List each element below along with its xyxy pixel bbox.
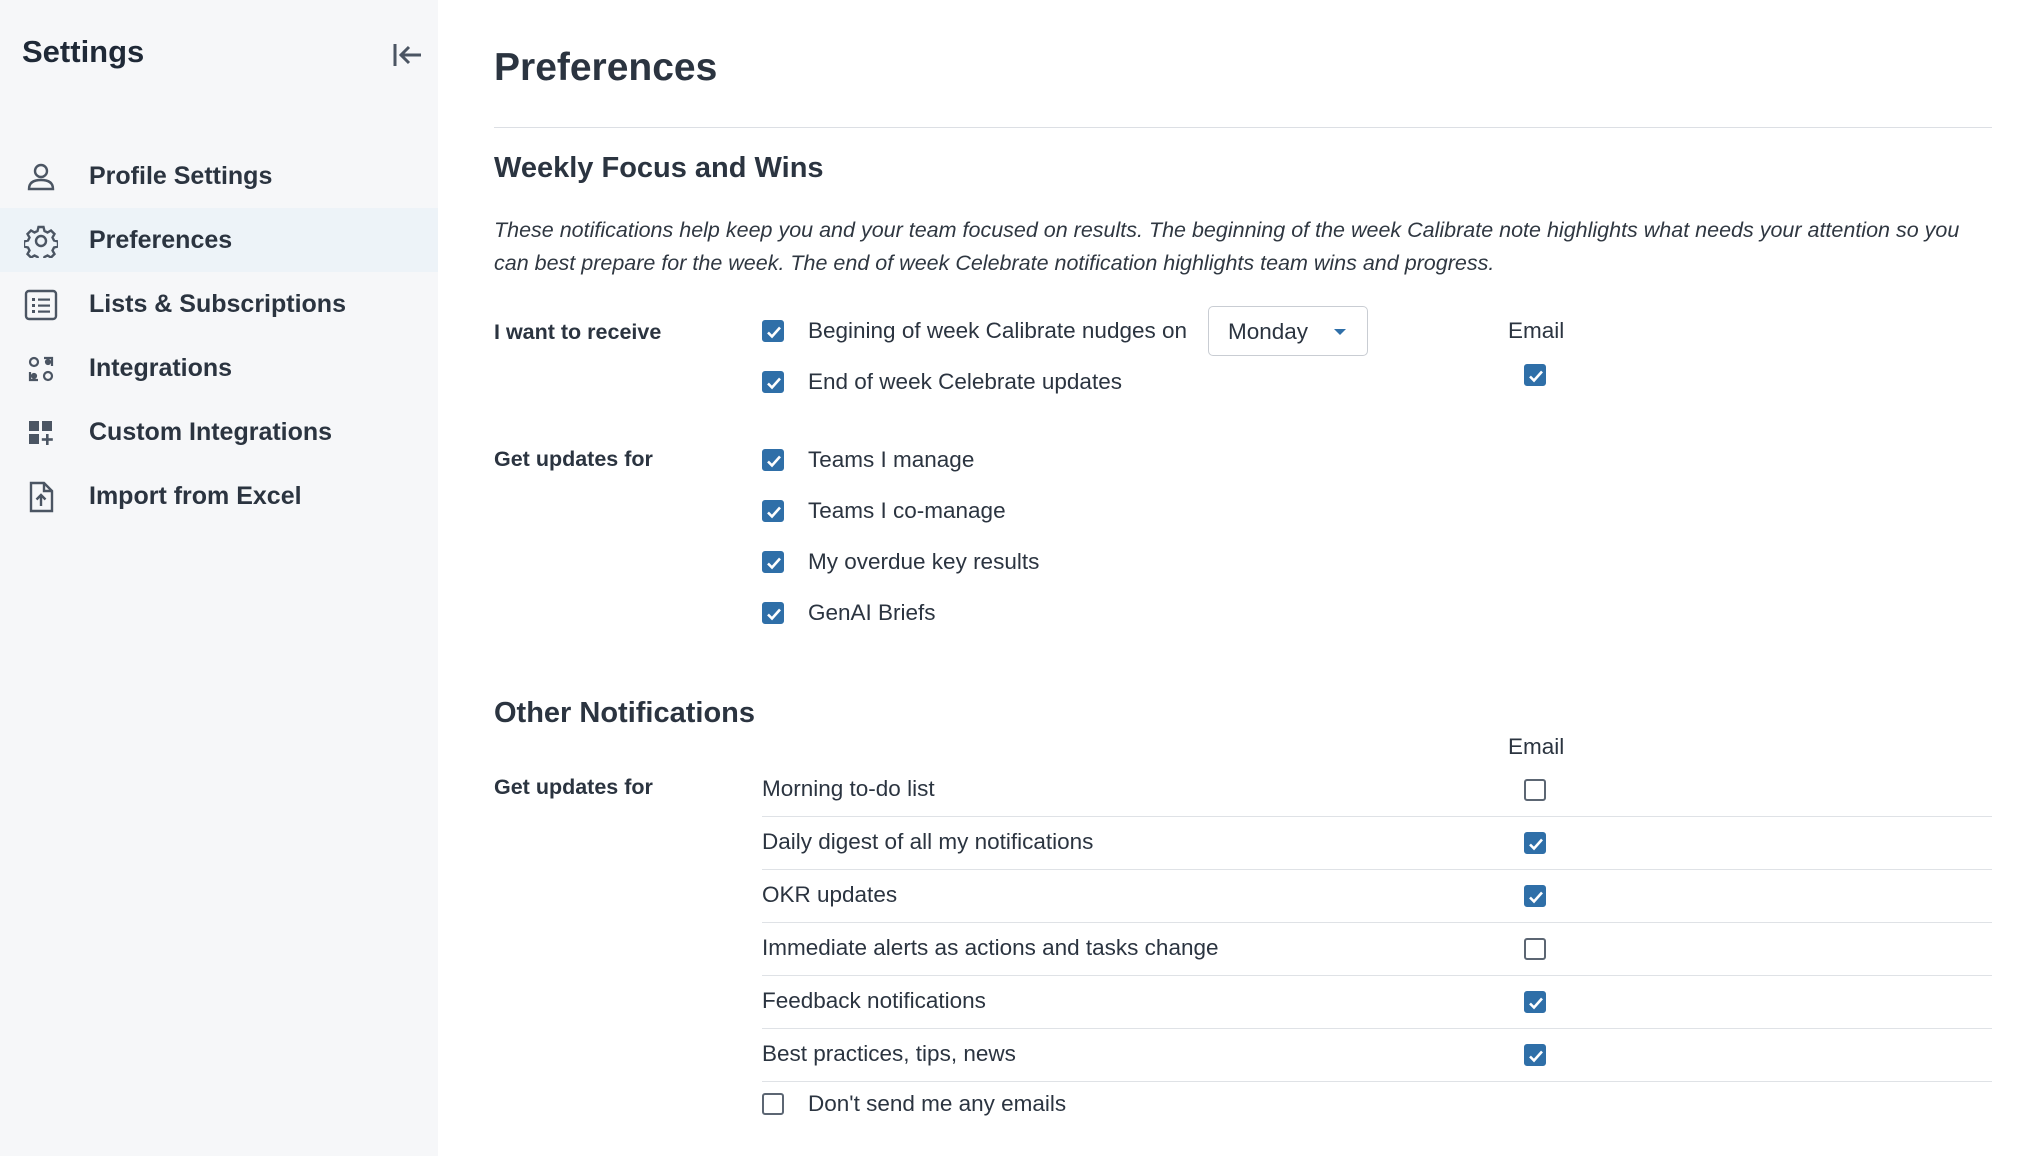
teams-manage-checkbox[interactable] bbox=[762, 449, 784, 471]
teams-comanage-label: Teams I co-manage bbox=[808, 498, 1006, 523]
collapse-sidebar-button[interactable] bbox=[390, 38, 424, 72]
other-section-title: Other Notifications bbox=[494, 697, 756, 729]
collapse-left-icon bbox=[391, 41, 423, 69]
other-updates-label: Get updates for bbox=[494, 775, 653, 799]
sidebar-item-preferences[interactable] bbox=[0, 208, 438, 272]
day-select[interactable] bbox=[1208, 306, 1368, 356]
sidebar-nav bbox=[0, 144, 438, 528]
caret-down-icon bbox=[1333, 328, 1347, 336]
file-upload-icon bbox=[24, 480, 58, 514]
table-row bbox=[762, 817, 1992, 870]
calibrate-checkbox[interactable] bbox=[762, 320, 784, 342]
teams-comanage-checkbox[interactable] bbox=[762, 500, 784, 522]
gear-icon bbox=[24, 224, 58, 258]
sidebar-title: Settings bbox=[22, 34, 145, 69]
page-title: Preferences bbox=[494, 46, 718, 89]
table-row bbox=[762, 976, 1992, 1029]
immediate-alerts-email-checkbox[interactable] bbox=[1524, 938, 1546, 960]
day-select-value: Monday bbox=[1228, 319, 1309, 344]
no-emails-label: Don't send me any emails bbox=[808, 1091, 1067, 1116]
sidebar-item-label: Profile Settings bbox=[89, 161, 273, 190]
table-row bbox=[762, 923, 1992, 976]
row-label: Immediate alerts as actions and tasks change bbox=[762, 935, 1219, 960]
sidebar-item-integrations[interactable] bbox=[0, 336, 438, 400]
main-content bbox=[494, 0, 1994, 1156]
table-row bbox=[762, 1029, 1992, 1082]
weekly-email-checkbox[interactable] bbox=[1524, 364, 1546, 386]
sidebar-item-label: Lists & Subscriptions bbox=[89, 289, 346, 318]
weekly-updates-label: Get updates for bbox=[494, 447, 653, 471]
overdue-kr-checkbox[interactable] bbox=[762, 551, 784, 573]
checkmark-icon bbox=[1527, 1047, 1545, 1065]
no-emails-checkbox[interactable] bbox=[762, 1093, 784, 1115]
receive-label: I want to receive bbox=[494, 320, 662, 344]
morning-todo-email-checkbox[interactable] bbox=[1524, 779, 1546, 801]
calibrate-label: Begining of week Calibrate nudges on bbox=[808, 318, 1188, 343]
row-label: Feedback notifications bbox=[762, 988, 986, 1013]
row-label: OKR updates bbox=[762, 882, 898, 907]
checkmark-icon bbox=[765, 452, 783, 470]
grid-plus-icon bbox=[24, 416, 58, 450]
sidebar-item-label: Preferences bbox=[89, 225, 233, 254]
list-icon bbox=[24, 288, 58, 322]
feedback-email-checkbox[interactable] bbox=[1524, 991, 1546, 1013]
genai-briefs-checkbox[interactable] bbox=[762, 602, 784, 624]
row-label: Morning to-do list bbox=[762, 776, 935, 801]
integrations-icon bbox=[24, 352, 58, 386]
checkmark-icon bbox=[1527, 994, 1545, 1012]
daily-digest-email-checkbox[interactable] bbox=[1524, 832, 1546, 854]
best-practices-email-checkbox[interactable] bbox=[1524, 1044, 1546, 1066]
sidebar-item-lists-subscriptions[interactable] bbox=[0, 272, 438, 336]
sidebar-item-label: Custom Integrations bbox=[89, 417, 333, 446]
sidebar-item-label: Integrations bbox=[89, 353, 233, 382]
checkmark-icon bbox=[1527, 888, 1545, 906]
overdue-kr-label: My overdue key results bbox=[808, 549, 1040, 574]
checkmark-icon bbox=[765, 323, 783, 341]
title-divider bbox=[494, 127, 1992, 128]
weekly-section-title: Weekly Focus and Wins bbox=[494, 152, 824, 184]
row-label: Daily digest of all my notifications bbox=[762, 829, 1094, 854]
checkmark-icon bbox=[1527, 367, 1545, 385]
checkmark-icon bbox=[1527, 835, 1545, 853]
sidebar-item-profile-settings[interactable] bbox=[0, 144, 438, 208]
teams-manage-label: Teams I manage bbox=[808, 447, 975, 472]
checkmark-icon bbox=[765, 374, 783, 392]
sidebar bbox=[0, 0, 438, 1156]
sidebar-item-custom-integrations[interactable] bbox=[0, 400, 438, 464]
celebrate-checkbox[interactable] bbox=[762, 371, 784, 393]
celebrate-label: End of week Celebrate updates bbox=[808, 369, 1122, 394]
notifications-table bbox=[762, 764, 1992, 1082]
weekly-description: These notifications help keep you and your team focused on results. The beginning of the week Calibrate note highlights what needs your attention so you can best prepare for the week. The end of week Celebrate notification highlights team wins and progress. bbox=[494, 218, 1960, 275]
other-email-header: Email bbox=[1508, 734, 1565, 759]
user-icon bbox=[24, 160, 58, 194]
checkmark-icon bbox=[765, 503, 783, 521]
sidebar-item-label: Import from Excel bbox=[89, 481, 302, 510]
okr-updates-email-checkbox[interactable] bbox=[1524, 885, 1546, 907]
checkmark-icon bbox=[765, 554, 783, 572]
table-row bbox=[762, 870, 1992, 923]
table-row bbox=[762, 764, 1992, 817]
weekly-email-header: Email bbox=[1508, 318, 1565, 343]
sidebar-item-import-excel[interactable] bbox=[0, 464, 438, 528]
checkmark-icon bbox=[765, 605, 783, 623]
genai-briefs-label: GenAI Briefs bbox=[808, 600, 936, 625]
row-label: Best practices, tips, news bbox=[762, 1041, 1016, 1066]
